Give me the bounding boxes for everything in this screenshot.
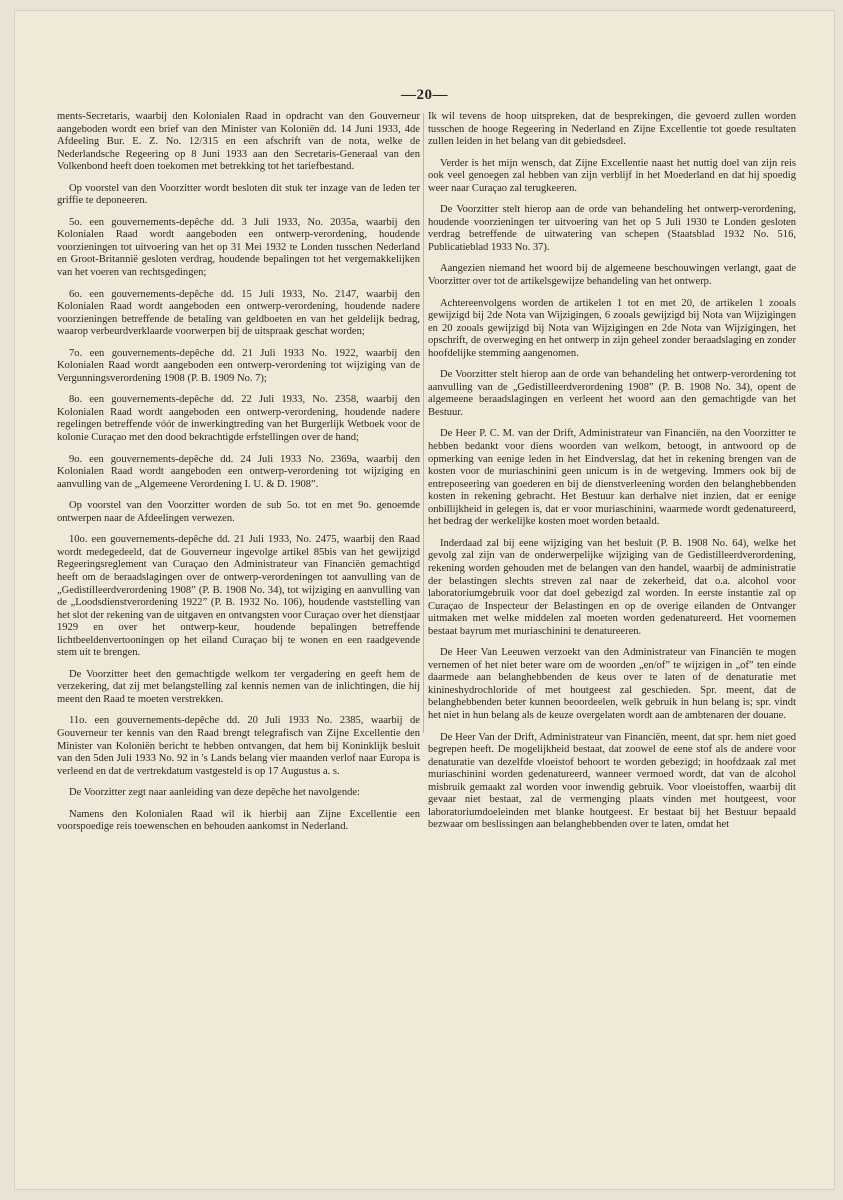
paragraph: De Voorzitter zegt naar aanleiding van deze depêche het navolgende: <box>69 787 360 799</box>
paragraph: De Voorzitter stelt hierop aan de orde van behandeling het ontwerp-verordening tot aanvulling van de „Gedistilleerdverordening 1908” (P. B. 1908 No. 34), opent de algemeene beraadslagingen en verleent het woord aan den gemachtigde van het Bestuur. <box>428 369 796 418</box>
paragraph: Namens den Kolonialen Raad wil ik hierbij aan Zijne Excellentie een voorspoedige reis toewenschen en behouden aankomst in Nederland. <box>57 808 420 833</box>
paragraph: De Heer P. C. M. van der Drift, Administrateur van Financiën, na den Voorzitter te hebben bedankt voor diens woorden van welkom, betoogt, in antwoord op de opmerking van eenige leden in het Eindverslag, dat het in rekening brengen van de kosten voor de muriaschinini geen unicum is in de wetgeving. Immers ook bij de entreposeering van goederen en bij de dienstverleening worden den belanghebbenden kosten in rekening gebracht. Het Bestuur kan derhalve niet inzien, dat er eenige onbillijkheid in gelegen is, dat er voor muriaschinini, waarmede wordt gedenatureerd, het bedrag der werkelijke kosten moet worden betaald. <box>428 428 796 528</box>
paragraph: De Voorzitter stelt hierop aan de orde van behandeling het ontwerp-verordening, houdende voorzieningen ter uitvoering van het op 5 Juli 1930 te Londen gesloten verdrag betreffende de uitwatering van schepen (Staatsblad 1932 No. 516, Publicatieblad 1933 No. 37). <box>428 204 796 253</box>
paragraph: 5o. een gouvernements-depêche dd. 3 Juli 1933, No. 2035a, waarbij den Kolonialen Raad wordt aangeboden een ontwerp-verordening, houdende voorzieningen tot uitvoering van het op 31 Mei 1932 te Londen tusschen Nederland en Groot-Britannië gesloten verdrag, houdende bepalingen tot het vergemakkelijken van het voeren van rechtsgedingen; <box>57 216 420 279</box>
paragraph: De Voorzitter heet den gemachtigde welkom ter vergadering en geeft hem de verzekering, dat zij met belangstelling zal kennis nemen van de inlichtingen, die hij meent den Raad te moeten verstrekken. <box>57 668 420 705</box>
paragraph: Ik wil tevens de hoop uitspreken, dat de besprekingen, die gevoerd zullen worden tusschen de hooge Regeering in Nederland en Zijne Excellentie tot goede resultaten zullen leiden in het belang van dit gebiedsdeel. <box>428 111 796 148</box>
paragraph: 9o. een gouvernements-depêche dd. 24 Juli 1933 No. 2369a, waarbij den Kolonialen Raad wordt aangeboden een ontwerp-verordening tot wijziging en aanvulling van de „Algemeene Verordening I. U. & D. 1908”. <box>57 453 420 490</box>
left-column <box>57 111 420 834</box>
paragraph: De Heer Van Leeuwen verzoekt van den Administrateur van Financiën te mogen vernemen of het niet beter ware om de woorden „en/of” te wijzigen in „of” ten einde daarmede aan belanghebbenden de keus over te laten of de denaturatie met kinineshydrochloride of met houtgeest zal geschieden. Spr. meent, dat de belanghebbenden beter kunnen beoordeelen, welk gebruik in hun belang is; spr. vindt het niet in hun belang als de keuze overgelaten wordt aan de ambtenaren der douane. <box>428 647 796 721</box>
paragraph: Op voorstel van den Voorzitter wordt besloten dit stuk ter inzage van de leden ter griffie te deponeeren. <box>57 182 420 207</box>
paragraph: 6o. een gouvernements-depêche dd. 15 Juli 1933, No. 2147, waarbij den Kolonialen Raad wordt aangeboden een ontwerp-verordening, houdende nadere voorzieningen betreffende de betaling van geldboeten en van het geldelijk bedrag, waarop verbeurdverklaarde voorwerpen bij de uitspraak geschat worden; <box>57 288 420 338</box>
paragraph: Aangezien niemand het woord bij de algemeene beschouwingen verlangt, gaat de Voorzitter over tot de artikelsgewijze behandeling van het ontwerp. <box>428 263 796 288</box>
paragraph: Op voorstel van den Voorzitter worden de sub 5o. tot en met 9o. genoemde ontwerpen naar de Afdeelingen verwezen. <box>57 500 420 524</box>
page-number: —20— <box>401 87 448 103</box>
paragraph: 11o. een gouvernements-depêche dd. 20 Juli 1933 No. 2385, waarbij de Gouverneur ter kennis van den Raad brengt telegrafisch van Zijne Excellentie den Minister van Koloniën bericht te hebben ontvangen, dat hem bij Koninklijk besluit van den 5den Juli 1933 No. 92 in 's Lands belang vier maanden verlof naar Europa is verleend en dat de vertrekdatum vastgesteld is op 17 Augustus a. s. <box>57 715 420 777</box>
right-column <box>428 111 796 832</box>
paragraph: 8o. een gouvernements-depêche dd. 22 Juli 1933, No. 2358, waarbij den Kolonialen Raad wordt aangeboden een ontwerp-verordening, houdende nadere regelingen betreffende vóór de inwerkingtreding van het Burgerlijk Wetboek voor de kolonie Curaçao met den dood bekrachtigde erfstellingen over de hand; <box>57 394 420 444</box>
paragraph: 7o. een gouvernements-depêche dd. 21 Juli 1933 No. 1922, waarbij den Kolonialen Raad wordt aangeboden een ontwerp-verordening tot wijziging van de Vergunningsverordening 1908 (P. B. 1909 No. 7); <box>57 347 420 384</box>
column-divider <box>423 113 424 733</box>
paragraph: De Heer Van der Drift, Administrateur van Financiën, meent, dat spr. hem niet goed begrepen heeft. De mogelijkheid bestaat, dat zoowel de eene stof als de andere voor denaturatie van dezelfde vloeistof behoort te worden gebezigd; in hoofdzaak zal met muriaschinini worden gedenatureerd, wanneer vermoed wordt, dat van de alcohol misbruik gemaakt zal worden voor inwendig gebruik. Voor vloeistoffen, waarbij dit gevaar niet bestaat, zal de vermenging plaats vinden met houtgeest, voor laboratoriumdoeleinden met blanke houtgeest. Er bestaat bij het Bestuur bepaald bezwaar om beslissingen aan belanghebbenden over te laten, omdat het <box>428 731 796 831</box>
paragraph: Achtereenvolgens worden de artikelen 1 tot en met 20, de artikelen 1 zooals gewijzigd bij 2de Nota van Wijzigingen, 6 zooals gewijzigd bij Nota van Wijzigingen en 20 zooals gewijzigd bij Nota van Wijzigingen en 2de Nota van Wijzigingen, het opschrift, de overweging en het ontwerp in zijn geheel zonder beraadslaging en zonder hoofdelijke stemming aangenomen. <box>428 297 796 359</box>
document-page <box>14 10 835 1190</box>
paragraph: ments-Secretaris, waarbij den Kolonialen Raad in opdracht van den Gouverneur aangeboden wordt een brief van den Minister van Koloniën dd. 14 Juni 1933, 4de Afdeeling Bur. E. Z. No. 12/315 en een afschrift van de nota, welke de Nederlandsche Regeering op 8 Juni 1933 aan den Secretaris-Generaal van den Volkenbond heeft doen toekomen met betrekking tot het tariefbestand. <box>57 111 420 173</box>
paragraph: Inderdaad zal bij eene wijziging van het besluit (P. B. 1908 No. 64), welke het gevolg zal zijn van de onderwerpelijke wijziging van de Gedistilleerdverordening, rekening worden gehouden met de belangen van den handel, waarbij de administratie der belastingen slechts streven zal naar de zekerheid, dat o.a. alcohol voor laboratoriumgebruik voor dat doel gebezigd zal worden. In eerste instantie zal op Curaçao de Inspecteur der Belastingen en op de overige eilanden de Ontvanger uitmaken met welke middelen zal moeten worden gedenatureerd. Het voornemen bestaat bayrum met muriaschinini te denatureeren. <box>428 537 796 637</box>
paragraph: Verder is het mijn wensch, dat Zijne Excellentie naast het nuttig doel van zijn reis ook veel genoegen zal hebben van zijn verblijf in het Moederland en dat hij spoedig weer naar Curaçao zal terugkeeren. <box>428 157 796 194</box>
paragraph: 10o. een gouvernements-depêche dd. 21 Juli 1933, No. 2475, waarbij den Raad wordt medegedeeld, dat de Gouverneur ingevolge artikel 85bis van het gewijzigd Regeeringsreglement van Curaçao den Administrateur van Financiën gemachtigd heeft om de beraadslagingen over de ontwerp-verordeningen tot aanvulling van de „Gedistilleerdverordening 1908” (P. B. 1908 No. 34), tot wijziging en aanvulling van de „Loodsdienstverordening 1922” (P. B. 1932 No. 106), houdende vaststelling van het slot der rekening van de uitgaven en ontvangsten voor Curaçao over het dienstjaar 1929 en over het ontwerp-keur, houdende bepalingen betreffende lichtbeeldenvertooningen op het eiland Curaçao bij te wonen en een raadgevende stem uit te brengen. <box>57 534 420 659</box>
